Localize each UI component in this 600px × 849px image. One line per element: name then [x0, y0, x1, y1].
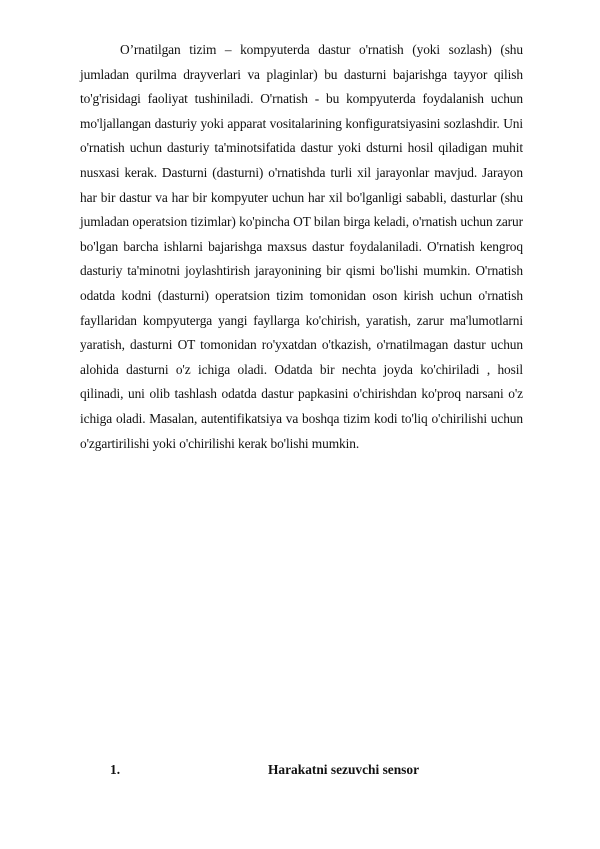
section-title: Harakatni sezuvchi sensor: [268, 762, 420, 777]
section-number: 1.: [110, 762, 121, 777]
body-paragraph: O’rnatilgan tizim – kompyuterda dastur o'rnatish (yoki sozlash) (shu jumladan qurilma drayverlari va plaginlar) bu dasturni bajarishga tayyor qilish to'g'risidagi faoliyat tushiniladi. O'rnatish - bu kompyuterda foydalanish uchun mo'ljallangan dasturiy yoki apparat vositalarining konfiguratsiyasini sozlashdir. Uni o'rnatish uchun dasturiy ta'minotsifatida dastur yoki dsturni hosil qiladigan muhit nusxasi kerak. Dasturni (dasturni) o'rnatishda turli xil jarayonlar mavjud. Jarayon har bir dastur va har bir kompyuter uchun har xil bo'lganligi sababli, dasturlar (shu jumladan operatsion tizimlar) ko'pincha OT bilan birga keladi, o'rnatish uchun zarur bo'lgan barcha ishlarni bajarishga maxsus dastur foydalaniladi. O'rnatish kengroq dasturiy ta'minotni joylashtirish jarayonining bir qismi bo'lishi mumkin. O'rnatish odatda kodni (dasturni) operatsion tizim tomonidan oson kirish uchun o'rnatish fayllaridan kompyuterga yangi fayllarga ko'chirish, yaratish, zarur ma'lumotlarni yaratish, dasturni OT tomonidan ro'yxatdan o'tkazish, o'rnatilmagan dastur uchun alohida dasturni o'z ichiga oladi. Odatda bir nechta joyda ko'chiriladi , hosil qilinadi, uni olib tashlash odatda dastur papkasini o'chirishdan ko'proq narsani o'z ichiga oladi. Masalan, autentifikatsiya va boshqa tizim kodi to'liq o'chirilishi uchun o'zgartirilishi yoki o'chirilishi kerak bo'lishi mumkin.: [80, 42, 523, 451]
section-heading: [0, 762, 600, 786]
